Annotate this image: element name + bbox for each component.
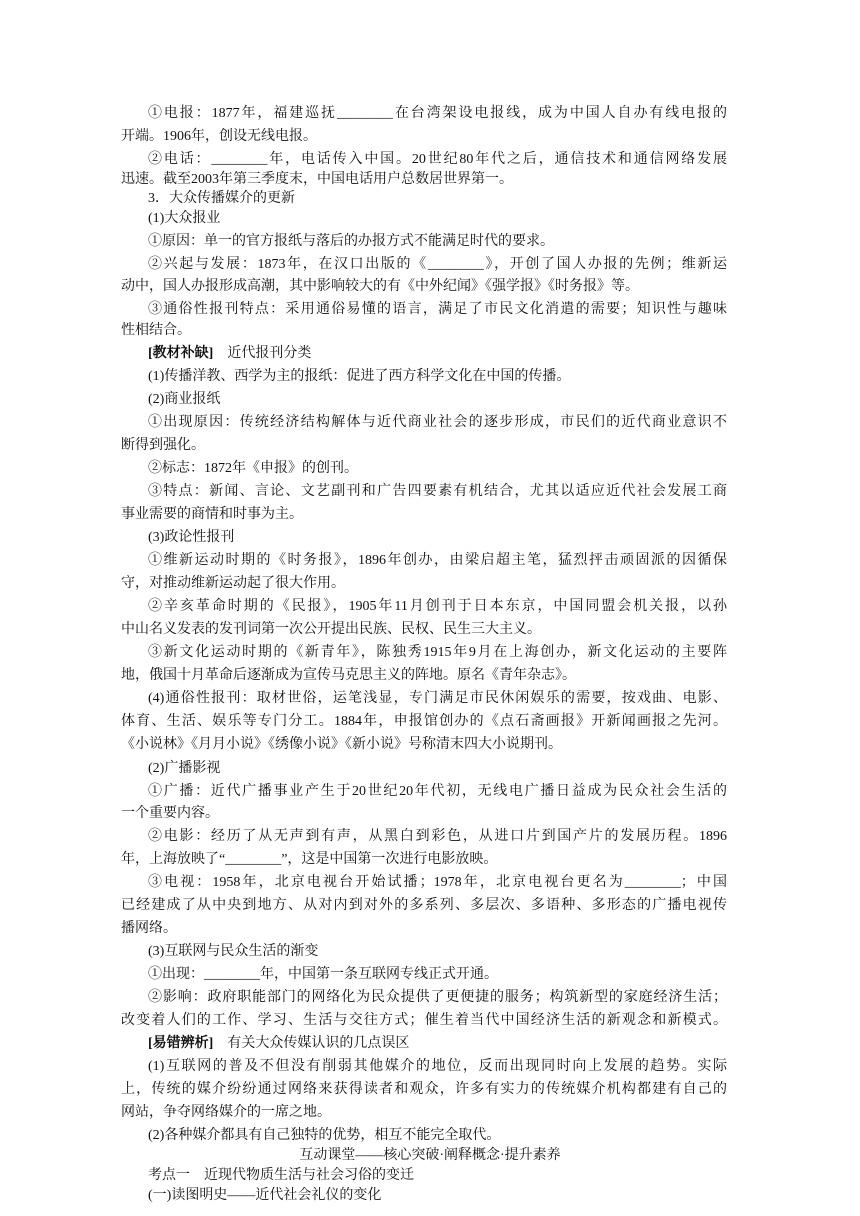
text-line: 守，对推动维新运动起了很大作用。 <box>121 576 345 591</box>
section-label: [易错辨析] <box>148 1036 214 1051</box>
text-line: 开端。1906年，创设无线电报。 <box>121 129 317 144</box>
text-line: ②电话：________年，电话传入中国。20世纪80年代之后，通信技术和通信网络发展 <box>148 152 727 167</box>
text-line: (3)政论性报刊 <box>148 530 235 545</box>
text-line: 地，俄国十月革命后逐渐成为宣传马克思主义的阵地。原名《青年杂志》。 <box>121 668 576 683</box>
text-line: 已经建成了从中央到地方、从对内到对外的多系列、多层次、多语种、多形态的广播电视传 <box>121 898 727 913</box>
text-line: ②辛亥革命时期的《民报》，1905年11月创刊于日本东京，中国同盟会机关报，以孙 <box>148 599 727 614</box>
text-line: 动中，国人办报形成高潮，其中影响较大的有《中外纪闻》《强学报》《时务报》等。 <box>121 279 639 294</box>
text-line: 互动课堂——核心突破·阐释概念·提升素养 <box>299 1148 561 1163</box>
text-line: ①出现原因：传统经济结构解体与近代商业社会的逐步形成，市民们的近代商业意识不 <box>148 415 727 430</box>
text-line: [易错辨析] 有关大众传媒认识的几点误区 <box>148 1036 410 1051</box>
text-line: (2)广播影视 <box>148 761 221 776</box>
section-label: [教材补缺] <box>148 346 214 361</box>
text-line: ③特点：新闻、言论、文艺副刊和广告四要素有机结合，尤其以适应近代社会发展工商 <box>148 484 727 499</box>
text-line: ①广播：近代广播事业产生于20世纪20年代初，无线电广播日益成为民众社会生活的 <box>148 784 727 799</box>
text-line: 网站，争夺网络媒介的一席之地。 <box>121 1105 331 1120</box>
text-line: ①原因：单一的官方报纸与落后的办报方式不能满足时代的要求。 <box>148 234 554 249</box>
text-line: 中山名义发表的发刊词第一次公开提出民族、民权、民生三大主义。 <box>121 622 541 637</box>
text-line: (1)大众报业 <box>148 211 221 226</box>
text-line: 迅速。截至2003年第三季度末，中国电话用户总数居世界第一。 <box>121 172 513 187</box>
text-line: ③通俗性报刊特点：采用通俗易懂的语言，满足了市民文化消遣的需要；知识性与趣味 <box>148 302 727 317</box>
text-line: 《小说林》《月月小说》《绣像小说》《新小说》号称清末四大小说期刊。 <box>121 737 562 752</box>
text-line: ③新文化运动时期的《新青年》，陈独秀1915年9月在上海创办，新文化运动的主要阵 <box>148 645 727 660</box>
text-line: 性相结合。 <box>121 323 191 338</box>
text-line: 改变着人们的工作、学习、生活与交往方式；催生着当代中国经济生活的新观念和新模式。 <box>121 1013 727 1028</box>
text-line: ②电影：经历了从无声到有声，从黑白到彩色，从进口片到国产片的发展历程。1896 <box>148 829 727 844</box>
text-line: (2)商业报纸 <box>148 392 221 407</box>
text-line: ②兴起与发展：1873年，在汉口出版的《________》，开创了国人办报的先例；维新运 <box>148 257 727 272</box>
text-line: ③电视：1958年，北京电视台开始试播；1978年，北京电视台更名为________；中国 <box>148 875 727 890</box>
text-line: 体育、生活、娱乐等专门分工。1884年，申报馆创办的《点石斋画报》开新闻画报之先河。 <box>121 714 727 729</box>
text-line: (4)通俗性报刊：取材世俗，运笔浅显，专门满足市民休闲娱乐的需要，按戏曲、电影、 <box>148 691 727 706</box>
text-line: ①出现：________年，中国第一条互联网专线正式开通。 <box>148 967 498 982</box>
text-line: 上，传统的媒介纷纷通过网络来获得读者和观众，许多有实力的传统媒介机构都建有自己的 <box>121 1082 727 1097</box>
text-line: 断得到强化。 <box>121 438 205 453</box>
text-line: ②标志：1872年《申报》的创刊。 <box>148 461 358 476</box>
text-line: 播网络。 <box>121 921 177 936</box>
text-line: 事业需要的商情和时事为主。 <box>121 507 303 522</box>
text-line: [教材补缺] 近代报刊分类 <box>148 346 312 361</box>
text-line: (3)互联网与民众生活的渐变 <box>148 944 319 959</box>
text-line: 一个重要内容。 <box>121 806 219 821</box>
text-line: (2)各种媒介都具有自己独特的优势，相互不能完全取代。 <box>148 1128 501 1143</box>
text-line: (1)互联网的普及不但没有削弱其他媒介的地位，反而出现同时向上发展的趋势。实际 <box>148 1059 727 1074</box>
text-line: ②影响：政府职能部门的网络化为民众提供了更便捷的服务；构筑新型的家庭经济生活； <box>148 990 727 1005</box>
text-line: (1)传播洋教、西学为主的报纸：促进了西方科学文化在中国的传播。 <box>148 369 571 384</box>
text-line: (一)读图明史——近代社会礼仪的变化 <box>148 1188 382 1203</box>
text-line: ①维新运动时期的《时务报》，1896年创办，由梁启超主笔，猛烈抨击顽固派的因循保 <box>148 553 727 568</box>
text-line: 3．大众传播媒介的更新 <box>148 191 295 206</box>
text-line: 考点一 近现代物质生活与社会习俗的变迁 <box>148 1168 414 1183</box>
text-line: 年，上海放映了“________”，这是中国第一次进行电影放映。 <box>121 852 498 867</box>
text-line: ①电报：1877年，福建巡抚________在台湾架设电报线，成为中国人自办有线电报的 <box>148 106 727 121</box>
